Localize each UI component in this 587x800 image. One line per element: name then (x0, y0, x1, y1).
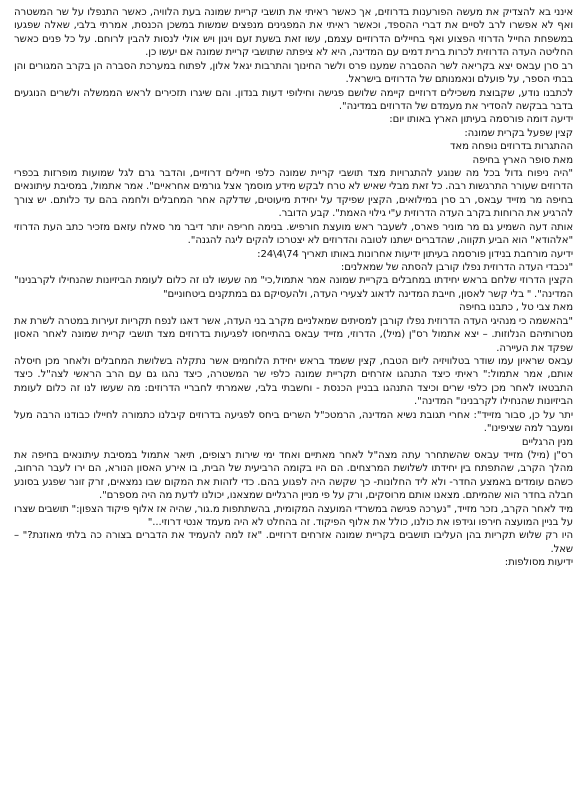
paragraph-meeting: מיד לאחר הקרב, נזכר מזייד, "נערכה פגישה במשרדי המועצה המקומית, בהשתתפות מ.גור, שהיה אז אלוף פיקוד הצפון:" תושבים שצרו על בניין המועצה חירפו וגידפו את כולנו, כולל את אלוף הפיקוד. זה בהחלט לא היה מעמד אנטי דרוזי..." (14, 503, 573, 529)
paragraph-fares-azzam: אותה דעה השמיע גם מר מוניר פארס, לשעבר ראש מועצת חורפיש. בנימה חריפה יותר דיבר מר סאלח עזאם מזכיר כתב העת הדרוזי "אלהודא" הוא הביע תקווה, שהדברים ישתנו לטובה והדרוזים לא יצטרכו להקים ליגה להגנה". (14, 221, 573, 247)
paragraph-accusation: "בהאשמה כי מנהיגי העדה הדרוזית נפלו קורבן למסיתים שמאלניים מקרב בני העדה, אשר דאגו לנפח תקריות זעירות במטרה לשרת את מטרותיהם הנלוזות. – יצא אתמול רס"ן (מיל), הדרוזי, מזייד עבאס בהתייחסו לפגיעות בדרוזים מצד תושבי קריית שמונה לאחר האסון שפקד את העיירה. (14, 315, 573, 354)
paragraph-yediot-intro: ידיעה מורחבת בנידון פורסמה בעיתון ידיעות אחרונות באותו תאריך 74\4\24: (257, 248, 573, 260)
headline-provocation: ההתגרות בדרוזים נופחה מאד (449, 141, 573, 153)
headline-officer: קצין שפעל בקרית שמונה: (464, 127, 573, 139)
paragraph-haaretz-intro: ידיעה דומה פורסמה בעיתון הארץ באותו יום: (389, 114, 573, 126)
byline-haaretz: מאת סופר הארץ בחיפה (472, 154, 573, 166)
paragraph-interview: עבאס שראיון עמו שודר בטלוויזיה ליום הטבח, קצין ששמד בראש יחידת הלוחמים אשר נתקלה בשלושת המחבלים ולאחר מכן חיסלה אותם, אמר אתמול:" ראיתי כיצד התנהגו אזרחים תקריית שמונה כלפי שר המשטרה, כיצד נהגו גם עם הרב הראשי לצה"ל. כיצד התבטאו לאחר מכן כלפי שרים וכיצד התנהגו בבניין הכנסת - וחשבתי בלבי, שאמרתי לחבריי הדרוזים: מה שעשו לנו זה כלום לעומת הביזיונות שהנחילו לקרבנינו" המדינה". (14, 355, 573, 408)
headline-dignitaries: "נכבדי העדה הדרוזית נפלו קורבן להסתה של שמאלנים: (340, 262, 573, 274)
paragraph-haaretz-quote: "היה ניפוח גדול בכל מה שנוגע להתגרויות מצד תושבי קריית שמונה כלפי חיילים דרוזיים, והדבר גרם לגל שמועות מופרזות בכפרי הדרוזים שעורר התרגשות רבה. כל זאת מבלי שאיש לא טרח לבקש מידע מוסמך אצל גורמים אחראיים". אמר אתמול, במסיבת עיתונאים בחיפה מר מזייד עבאס, רב סרן במילואים, הקצין שפיקד על יחידת מיעוטים, שדלקה אחר המחבלים ולחמה בהם עד כלותם. יש צורך להרגיע את הרוחות בקרב העדה הדרוזית ע"י גילוי האמת". קבע הדובר. (14, 168, 573, 220)
subheading-legs: מנין הרגליים (521, 436, 573, 448)
paragraph-battle: רס"ן (מיל) מזייד עבאס שהשתחרר עתה מצה"ל לאחר מאתיים ואחד ימי שירות רצופים, תיאר אתמול במסיבת עיתונאים בחיפה את מהלך הקרב, שהתפתח בין יחידתו לשלושת המרצחים. הם היו בקומה הרביעית של הבית, בו אירע האסון הנורא, הם ירו לעבר הרחוב, כשהם עומדים באמצע החדר- ולא ליד החלונות- כך שקשה היה לפגוע בהם. כדי לזהות את המקום שבו נמצאים, זרק זונר שפגע בסונע חבלה בחדר הוא שהמיתם. מצאנו אותם מרוסקים, ורק על פי מניין הרגליים שמצאנו, יכולנו לדעת מה היה מספרם". (14, 449, 573, 502)
subheading-distorted: ידיעות מסולפות: (504, 557, 573, 569)
byline-yediot: מאת צבי טל , כתבנו בחיפה (458, 302, 573, 314)
paragraph-memorandum: לכתבנו נודע, שקבוצת משכילים דרוזיים קיימה שלושם פגישה וחילופי דעות בנדון. והם שיגרו תזכירים לראש הממשלה ולשרים הנוגעים בדבר בבקשה להסדיר את מעמדם של הדרוזים במדינה". (14, 87, 573, 112)
paragraph-abbas-call: רב סרן עבאס יצא בקריאה לשר ההסברה שמענו פרס ולשר החינוך והתרבות יגאל אלון, לפתוח במערכת הסברה הן בקרב המגורים והן בבתי הספר, על פועלם ונאמנותם של הדרוזים בישראל. (14, 60, 573, 86)
paragraph-officer-said: הקצין הדרוזי שלחם בראש יחידתו במחבלים בקריית שמונה אמר אתמול,כי" מה שעשו לנו זה כלום לעומת הביזיונות שהנחילו לקרבנינו" המדינה". " בלי קשר לאסון, חייבת המדינה לדאוג לצעירי העדה, ולהעסיקם גם במתקנים ביטחוניים" (14, 275, 573, 300)
paragraph-moreover: יתר על כן, סבור מזייד": אחרי תגובת נשיא המדינה, הרמטכ"ל השרים ביחס לפגיעה בדרוזים קיבלנו כתמורה לחיילו כבודנו הרבה מעל ומעבר למה שציפינו". (14, 409, 573, 435)
paragraph-incidents: היו רק שלוש תקריות בהן העליבו תושבים בקריית שמונה אזרחים דרוזיים. "אז למה להעמיד את הדברים בצורה כה בלתי מאוזנת?" – שאל. (14, 530, 573, 555)
paragraph-intro: אינני בא להצדיק את מעשה הפורענות בדרוזים, אך כאשר ראיתי את תושבי קריית שמונה בעת הלוויה, כאשר התנפלו על שר המשטרה ואף לא אפשרו לרב לסיים את דברי ההספד, וכאשר ראיתי את המפגינים מנפצים שמשות במשכן הכנסת, אמרתי בלבי, שאלה שפגעו במשפחת החייל הדרוזי הפצוע ואף בחיילים הדרוזיים עצמם, עשו זאת בשעת זעם ויגון ויש אולי לנסות להבין לרוחם. על כל פנים כאשר החליטה העדה הדרוזית לכרות ברית דמים עם המדינה, היא לא ציפתה שתושבי קריית שמונה אם יעשו כן. (14, 7, 573, 59)
